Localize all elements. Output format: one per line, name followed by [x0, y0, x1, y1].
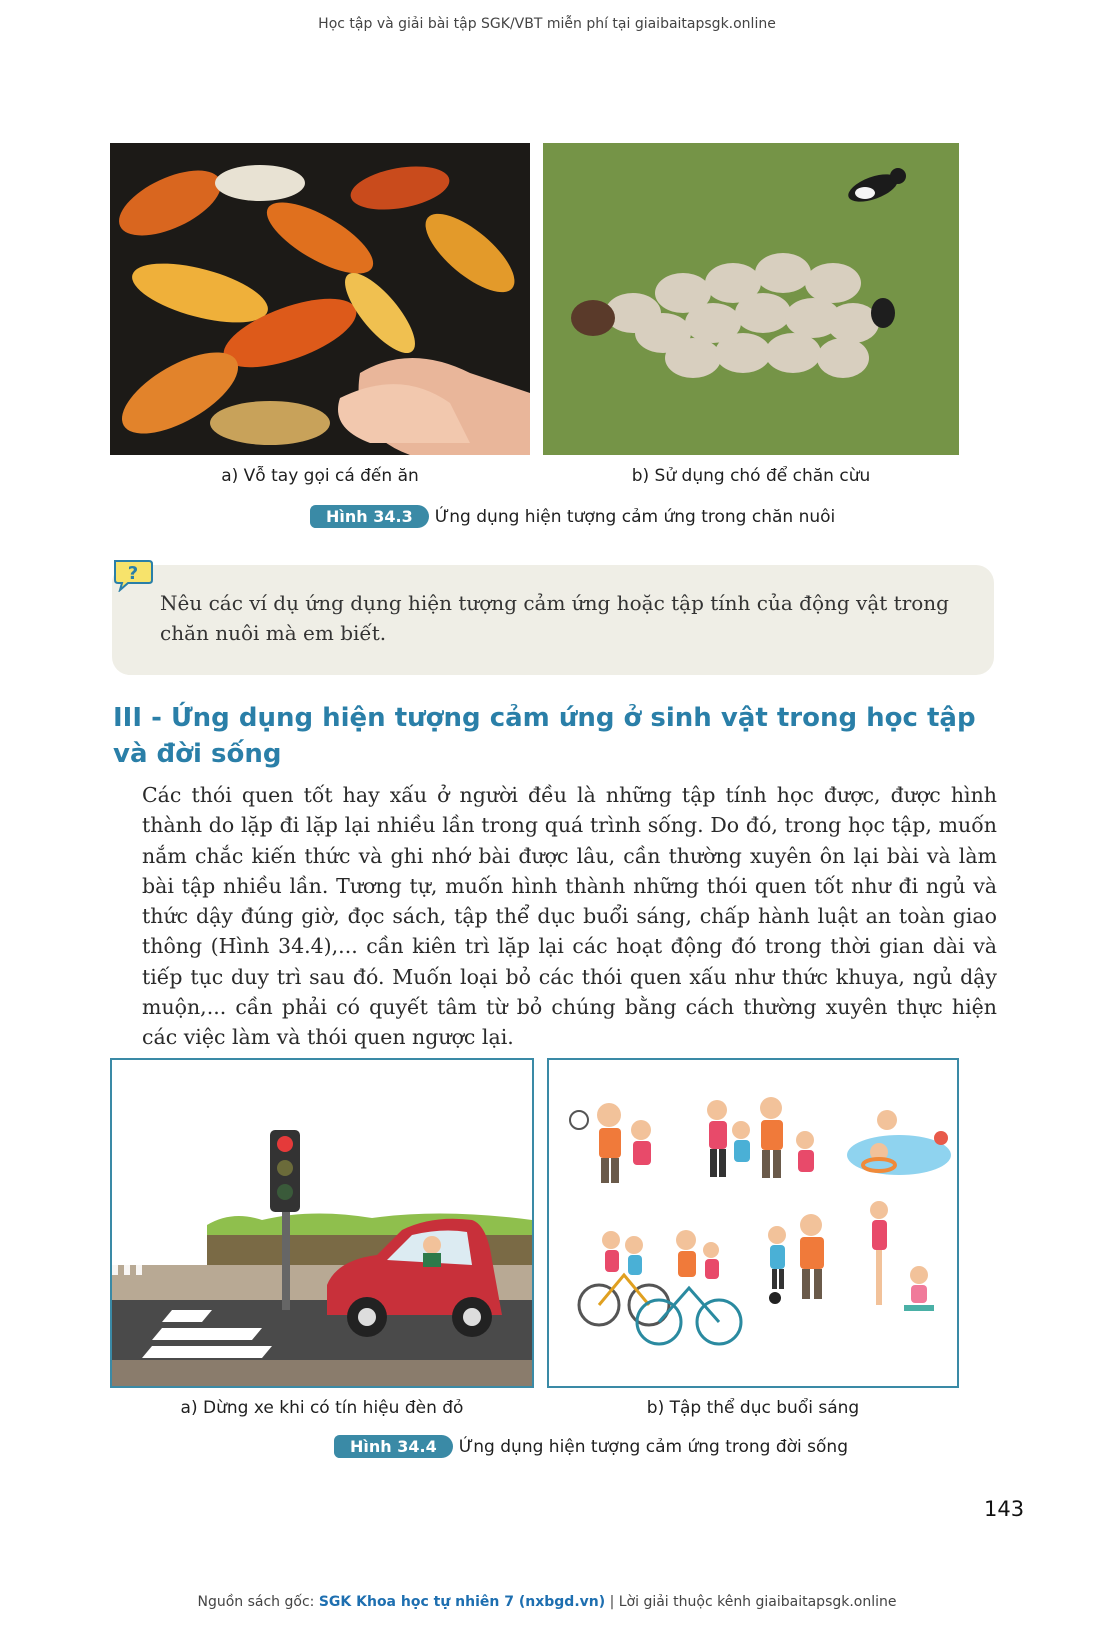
- photo-koi-fish-clapping: [110, 143, 530, 455]
- section-number: III -: [113, 703, 162, 733]
- footer-suffix: | Lời giải thuộc kênh giaibaitapsgk.online: [605, 1594, 897, 1610]
- figure-34-4-title-row: [334, 1435, 848, 1458]
- figure-34-4-caption-a: a) Dừng xe khi có tín hiệu đèn đỏ: [180, 1398, 464, 1418]
- illustration-morning-exercise: [547, 1058, 959, 1388]
- footer-source-link[interactable]: SGK Khoa học tự nhiên 7 (nxbgd.vn): [318, 1594, 606, 1610]
- figure-34-4-badge: Hình 34.4: [334, 1435, 453, 1458]
- figure-34-4-title: Ứng dụng hiện tượng cảm ứng trong đời sống: [458, 1436, 849, 1457]
- page-number: 143: [984, 1497, 1025, 1521]
- photo-dog-herding-sheep: [543, 143, 959, 455]
- figure-34-3-caption-a: a) Vỗ tay gọi cá đến ăn: [221, 466, 419, 486]
- page-header: Học tập và giải bài tập SGK/VBT miễn phí tại giaibaitapsgk.online: [318, 16, 776, 32]
- footer-prefix: Nguồn sách gốc:: [197, 1594, 319, 1610]
- page-footer: [0, 1594, 1094, 1610]
- figure-34-3-title-row: [310, 505, 835, 528]
- section-title: Ứng dụng hiện tượng cảm ứng ở sinh vật trong học tập và đời sống: [113, 703, 976, 769]
- section-heading: [113, 700, 1003, 772]
- illustration-car-stopping-red-light: [110, 1058, 534, 1388]
- question-text: Nêu các ví dụ ứng dụng hiện tượng cảm ứng hoặc tập tính của động vật trong chăn nuôi mà em biết.: [160, 591, 949, 645]
- figure-34-3-badge: Hình 34.3: [310, 505, 429, 528]
- section-paragraph: Các thói quen tốt hay xấu ở người đều là những tập tính học được, được hình thành do lặp đi lặp lại nhiều lần trong quá trình sống. Do đó, trong học tập, muốn nắm chắc kiến thức và ghi nhớ bài được lâu, cần thường xuyên ôn lại bài và làm bài tập nhiều lần. Tương tự, muốn hình thành những thói quen tốt như đi ngủ và thức dậy đúng giờ, đọc sách, tập thể dục buổi sáng, chấp hành luật an toàn giao thông (Hình 34.4),... cần kiên trì lặp lại các hoạt động đó trong thời gian dài và tiếp tục duy trì sau đó. Muốn loại bỏ các thói quen xấu như thức khuya, ngủ dậy muộn,... cần phải có quyết tâm từ bỏ chúng bằng cách thường xuyên thực hiện các việc làm và thói quen ngược lại.: [142, 783, 997, 1050]
- svg-text:?: ?: [127, 563, 139, 584]
- figure-34-3-title: Ứng dụng hiện tượng cảm ứng trong chăn nuôi: [434, 506, 836, 527]
- figure-34-4-caption-b: b) Tập thể dục buổi sáng: [646, 1398, 860, 1418]
- figure-34-3-caption-b: b) Sử dụng chó để chăn cừu: [631, 466, 871, 486]
- question-mark-speech-icon: [112, 558, 154, 596]
